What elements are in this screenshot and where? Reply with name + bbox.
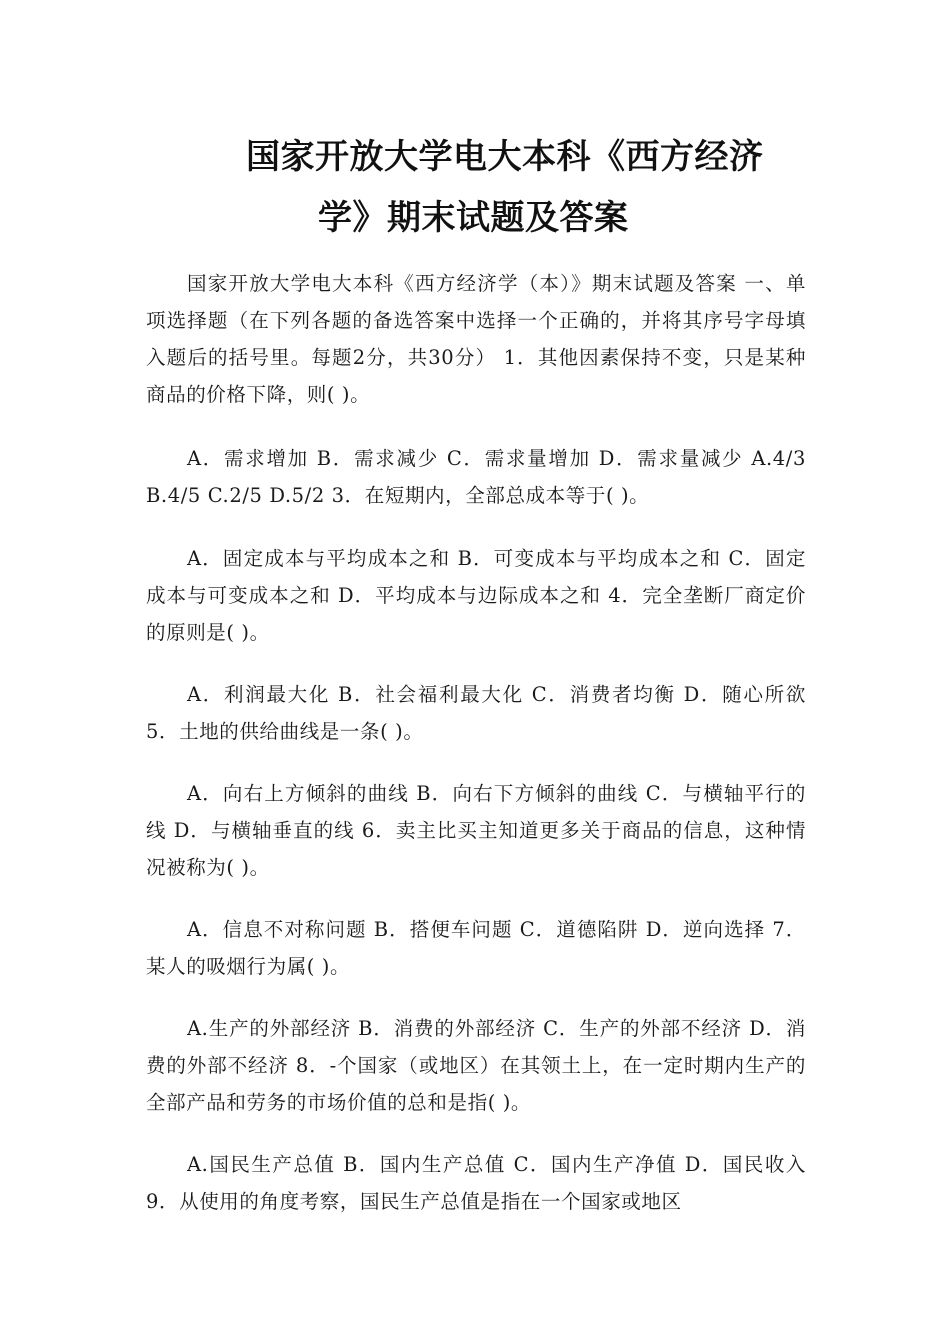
document-title-line-2: 学》期末试题及答案 xyxy=(318,198,629,238)
paragraph-intro-question-1: 国家开放大学电大本科《西方经济学（本）》期末试题及答案 一、单项选择题（在下列各题的备选答案中选择一个正确的，并将其序号字母填入题后的括号里。每题2分，共30分） 1．其他因素保持不变，只是某种商品的价格下降，则( )。 xyxy=(146,272,806,406)
paragraph-answers-8-question-9: A.国民生产总值 B．国内生产总值 C．国内生产净值 D．国民收入 9．从使用的角度考察，国民生产总值是指在一个国家或地区 xyxy=(146,1153,806,1213)
paragraph-answers-3-question-4: A．固定成本与平均成本之和 B．可变成本与平均成本之和 C．固定成本与可变成本之和 D．平均成本与边际成本之和 4．完全垄断厂商定价的原则是( )。 xyxy=(146,547,806,644)
paragraph-answers-4-question-5: A．利润最大化 B．社会福利最大化 C．消费者均衡 D．随心所欲 5．土地的供给曲线是一条( )。 xyxy=(146,683,806,743)
paragraph-answers-5-question-6: A．向右上方倾斜的曲线 B．向右下方倾斜的曲线 C．与横轴平行的线 D．与横轴垂直的线 6．卖主比买主知道更多关于商品的信息，这种情况被称为( )。 xyxy=(146,782,806,879)
paragraph-answers-6-question-7: A．信息不对称问题 B．搭便车问题 C．道德陷阱 D．逆向选择 7．某人的吸烟行为属( )。 xyxy=(146,918,806,978)
paragraph-answers-1-question-3: A．需求增加 B．需求减少 C．需求量增加 D．需求量减少 A.4/3 B.4/5 C.2/5 D.5/2 3．在短期内，全部总成本等于( )。 xyxy=(146,447,806,507)
document-title-line-1: 国家开放大学电大本科《西方经济 xyxy=(246,137,764,177)
paragraph-answers-7-question-8: A.生产的外部经济 B．消费的外部经济 C．生产的外部不经济 D．消费的外部不经济 8．-个国家（或地区）在其领土上，在一定时期内生产的全部产品和劳务的市场价值的总和是指( )。 xyxy=(146,1017,806,1114)
